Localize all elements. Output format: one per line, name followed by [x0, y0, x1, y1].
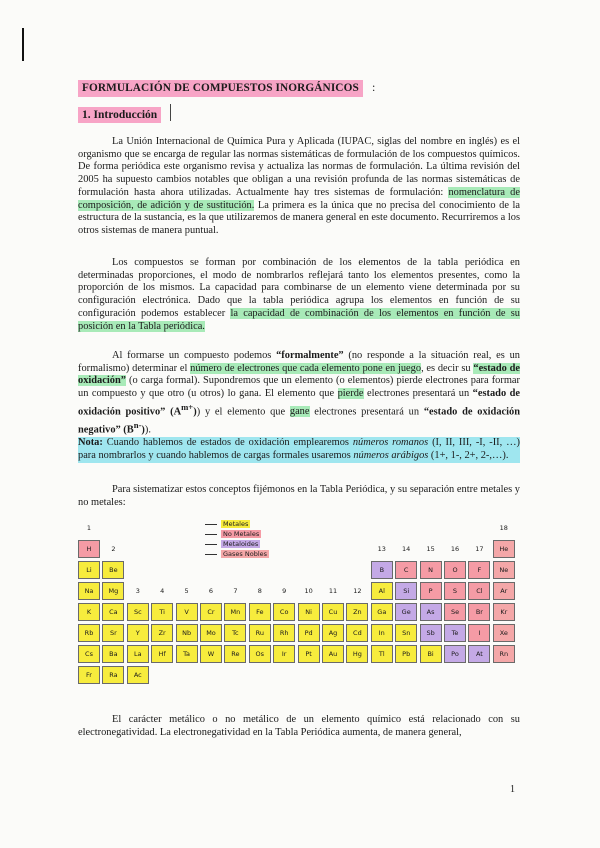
element-Rh: Rh [273, 624, 295, 642]
element-Mn: Mn [224, 603, 246, 621]
legend-metaloides: Metaloides [205, 540, 260, 549]
element-C: C [395, 561, 417, 579]
element-F: F [468, 561, 490, 579]
group-label-16: 16 [450, 545, 460, 553]
paragraph-compounds: Los compuestos se forman por combinación de los elementos de la tabla periódica en determinadas proporciones, el modo de nombrarlos reflejará tanto los elementos presentes, como la proporción de los mismos. La capacidad para combinarse de un elemento viene determinada por su configuración electrónica. Dado que la tabla periódica agrupa los elementos en función de su configuración podemos establecer la capacidad de combinación de los elementos en función de su posición en la Tabla periódica. [78, 257, 520, 332]
paragraph-iupac: La Unión Internacional de Química Pura y Aplicada (IUPAC, siglas del nombre en inglés) es el organismo que se encarga de regular las normas sistemáticas de formulación de los compuestos químicos. De forma periódica este organismo revisa y actualiza las normas de formulación. La última revisión del 2005 ha supuesto cambios notables que obligan a una revisión profunda de las normas sistemáticas de formulación hasta ahora utilizadas. Actualmente hay tres sistemas de formulación: nomenclatura de composición, de adición y de sustitución. La primera es la única que no precisa del conocimiento de la estructura de la sustancia, es la que utilizaremos de manera general en este documento. Recurriremos a los otros sistemas de manera puntual. [78, 136, 521, 236]
element-He: He [493, 540, 515, 558]
element-Ac: Ac [127, 666, 149, 684]
element-Cl: Cl [468, 582, 490, 600]
group-label-5: 5 [184, 587, 189, 595]
group-label-6: 6 [208, 587, 214, 595]
element-Hf: Hf [151, 645, 173, 663]
element-Bi: Bi [420, 645, 442, 663]
paragraph-electronegativity: El carácter metálico o no metálico de un elemento químico está relacionado con su electronegatividad. La electronegatividad en la Tabla Periódica aumenta, de manera general, [78, 714, 520, 738]
element-Y: Y [127, 624, 149, 642]
group-label-4: 4 [160, 587, 165, 595]
section-heading: 1. Introducción [78, 107, 161, 123]
element-Be: Be [102, 561, 124, 579]
group-label-14: 14 [402, 545, 411, 553]
element-Os: Os [249, 645, 271, 663]
element-Pd: Pd [298, 624, 320, 642]
element-B: B [371, 561, 393, 579]
element-Tc: Tc [224, 624, 246, 642]
element-At: At [468, 645, 490, 663]
element-Mg: Mg [102, 582, 124, 600]
element-Br: Br [468, 603, 490, 621]
group-label-3: 3 [135, 587, 140, 595]
note-paragraph: Nota: Cuando hablemos de estados de oxidación emplearemos números romanos (I, II, III, -I, -II, …) para nombrarlos y cuando hablemos de cargas formales usaremos números arábigos (1+, 1-, 2+, 2-,…). [78, 437, 520, 461]
group-label-15: 15 [426, 545, 435, 553]
element-Ba: Ba [102, 645, 124, 663]
element-Kr: Kr [493, 603, 515, 621]
section-mark [170, 104, 171, 121]
element-Al: Al [371, 582, 393, 600]
element-Se: Se [444, 603, 466, 621]
element-Rn: Rn [493, 645, 515, 663]
margin-mark [22, 28, 24, 61]
element-Li: Li [78, 561, 100, 579]
element-Si: Si [395, 582, 417, 600]
element-Fe: Fe [249, 603, 271, 621]
element-In: In [371, 624, 393, 642]
group-label-8: 8 [257, 587, 262, 595]
element-Sn: Sn [395, 624, 417, 642]
periodic-table [78, 518, 520, 718]
element-Zr: Zr [151, 624, 173, 642]
element-Ir: Ir [273, 645, 295, 663]
element-Rb: Rb [78, 624, 100, 642]
element-N: N [420, 561, 442, 579]
element-Ru: Ru [249, 624, 271, 642]
document-title: FORMULACIÓN DE COMPUESTOS INORGÁNICOS [78, 80, 363, 97]
element-Nb: Nb [176, 624, 198, 642]
highlight-nomenclature: nomenclatura de composición, de adición y de sustitución. [78, 186, 520, 211]
group-label-18: 18 [499, 524, 508, 532]
element-La: La [127, 645, 149, 663]
element-S: S [444, 582, 466, 600]
element-Zn: Zn [346, 603, 368, 621]
element-Ar: Ar [493, 582, 515, 600]
element-Ge: Ge [395, 603, 417, 621]
element-Xe: Xe [493, 624, 515, 642]
element-Ta: Ta [176, 645, 198, 663]
group-label-7: 7 [233, 587, 238, 595]
page-number: 1 [510, 784, 515, 795]
element-Te: Te [444, 624, 466, 642]
paragraph-table-intro: Para sistematizar estos conceptos fijémonos en la Tabla Periódica, y su separación entre metales y no metales: [78, 484, 520, 508]
legend-no-metales: No Metales [205, 530, 261, 539]
element-Ni: Ni [298, 603, 320, 621]
element-As: As [420, 603, 442, 621]
element-Ne: Ne [493, 561, 515, 579]
element-Ca: Ca [102, 603, 124, 621]
element-Ga: Ga [371, 603, 393, 621]
element-Cd: Cd [346, 624, 368, 642]
group-label-13: 13 [377, 545, 386, 553]
element-I: I [468, 624, 490, 642]
element-Re: Re [224, 645, 246, 663]
element-Pt: Pt [298, 645, 320, 663]
element-Cs: Cs [78, 645, 100, 663]
legend-metales: Metales [205, 520, 250, 529]
element-Pb: Pb [395, 645, 417, 663]
element-K: K [78, 603, 100, 621]
group-label-17: 17 [475, 545, 484, 553]
element-Cu: Cu [322, 603, 344, 621]
title-mark: : [372, 80, 376, 94]
element-Tl: Tl [371, 645, 393, 663]
element-Sc: Sc [127, 603, 149, 621]
element-Co: Co [273, 603, 295, 621]
group-label-2: 2 [111, 545, 116, 553]
group-label-10: 10 [304, 587, 313, 595]
element-Po: Po [444, 645, 466, 663]
element-V: V [176, 603, 198, 621]
group-label-1: 1 [86, 524, 92, 532]
element-Au: Au [322, 645, 344, 663]
group-label-9: 9 [282, 587, 287, 595]
element-Fr: Fr [78, 666, 100, 684]
element-Na: Na [78, 582, 100, 600]
highlight-combination: la capacidad de combinación de los elementos en función de su posición en la Tabla periódica. [78, 307, 520, 332]
group-label-12: 12 [353, 587, 362, 595]
element-Ag: Ag [322, 624, 344, 642]
element-Ra: Ra [102, 666, 124, 684]
element-Cr: Cr [200, 603, 222, 621]
element-Sr: Sr [102, 624, 124, 642]
element-W: W [200, 645, 222, 663]
element-Hg: Hg [346, 645, 368, 663]
element-O: O [444, 561, 466, 579]
paragraph-oxidation: Al formarse un compuesto podemos “formalmente” (no responde a la situación real, es un formalismo) determinar el número de electrones que cada elemento pone en juego, es decir su “estado de oxidación” (o carga formal). Supondremos que un elemento (o elementos) pierde electrones para formar un compuesto y que otro (u otros) lo gana. El elemento que pierde electrones presentará un “estado de oxidación positivo” $(A^{m+})$) y el elemento que gane electrones presentará un “estado de oxidación negativo” $(B^{n-})$). Nota: Cuando hablemos de estados de oxidación emplearemos números romanos (I, II, III, -I, -II, …) para nombrarlos y cuando hablemos de cargas formales usaremos números arábigos (1+, 1-, 2+, 2-,…). [78, 350, 521, 461]
element-H: H [78, 540, 100, 558]
element-Sb: Sb [420, 624, 442, 642]
element-P: P [420, 582, 442, 600]
element-Mo: Mo [200, 624, 222, 642]
highlight-electrons: número de electrones que cada elemento pone en juego [190, 362, 422, 374]
group-label-11: 11 [328, 587, 338, 595]
element-Ti: Ti [151, 603, 173, 621]
legend-gases-nobles: Gases Nobles [205, 550, 269, 559]
